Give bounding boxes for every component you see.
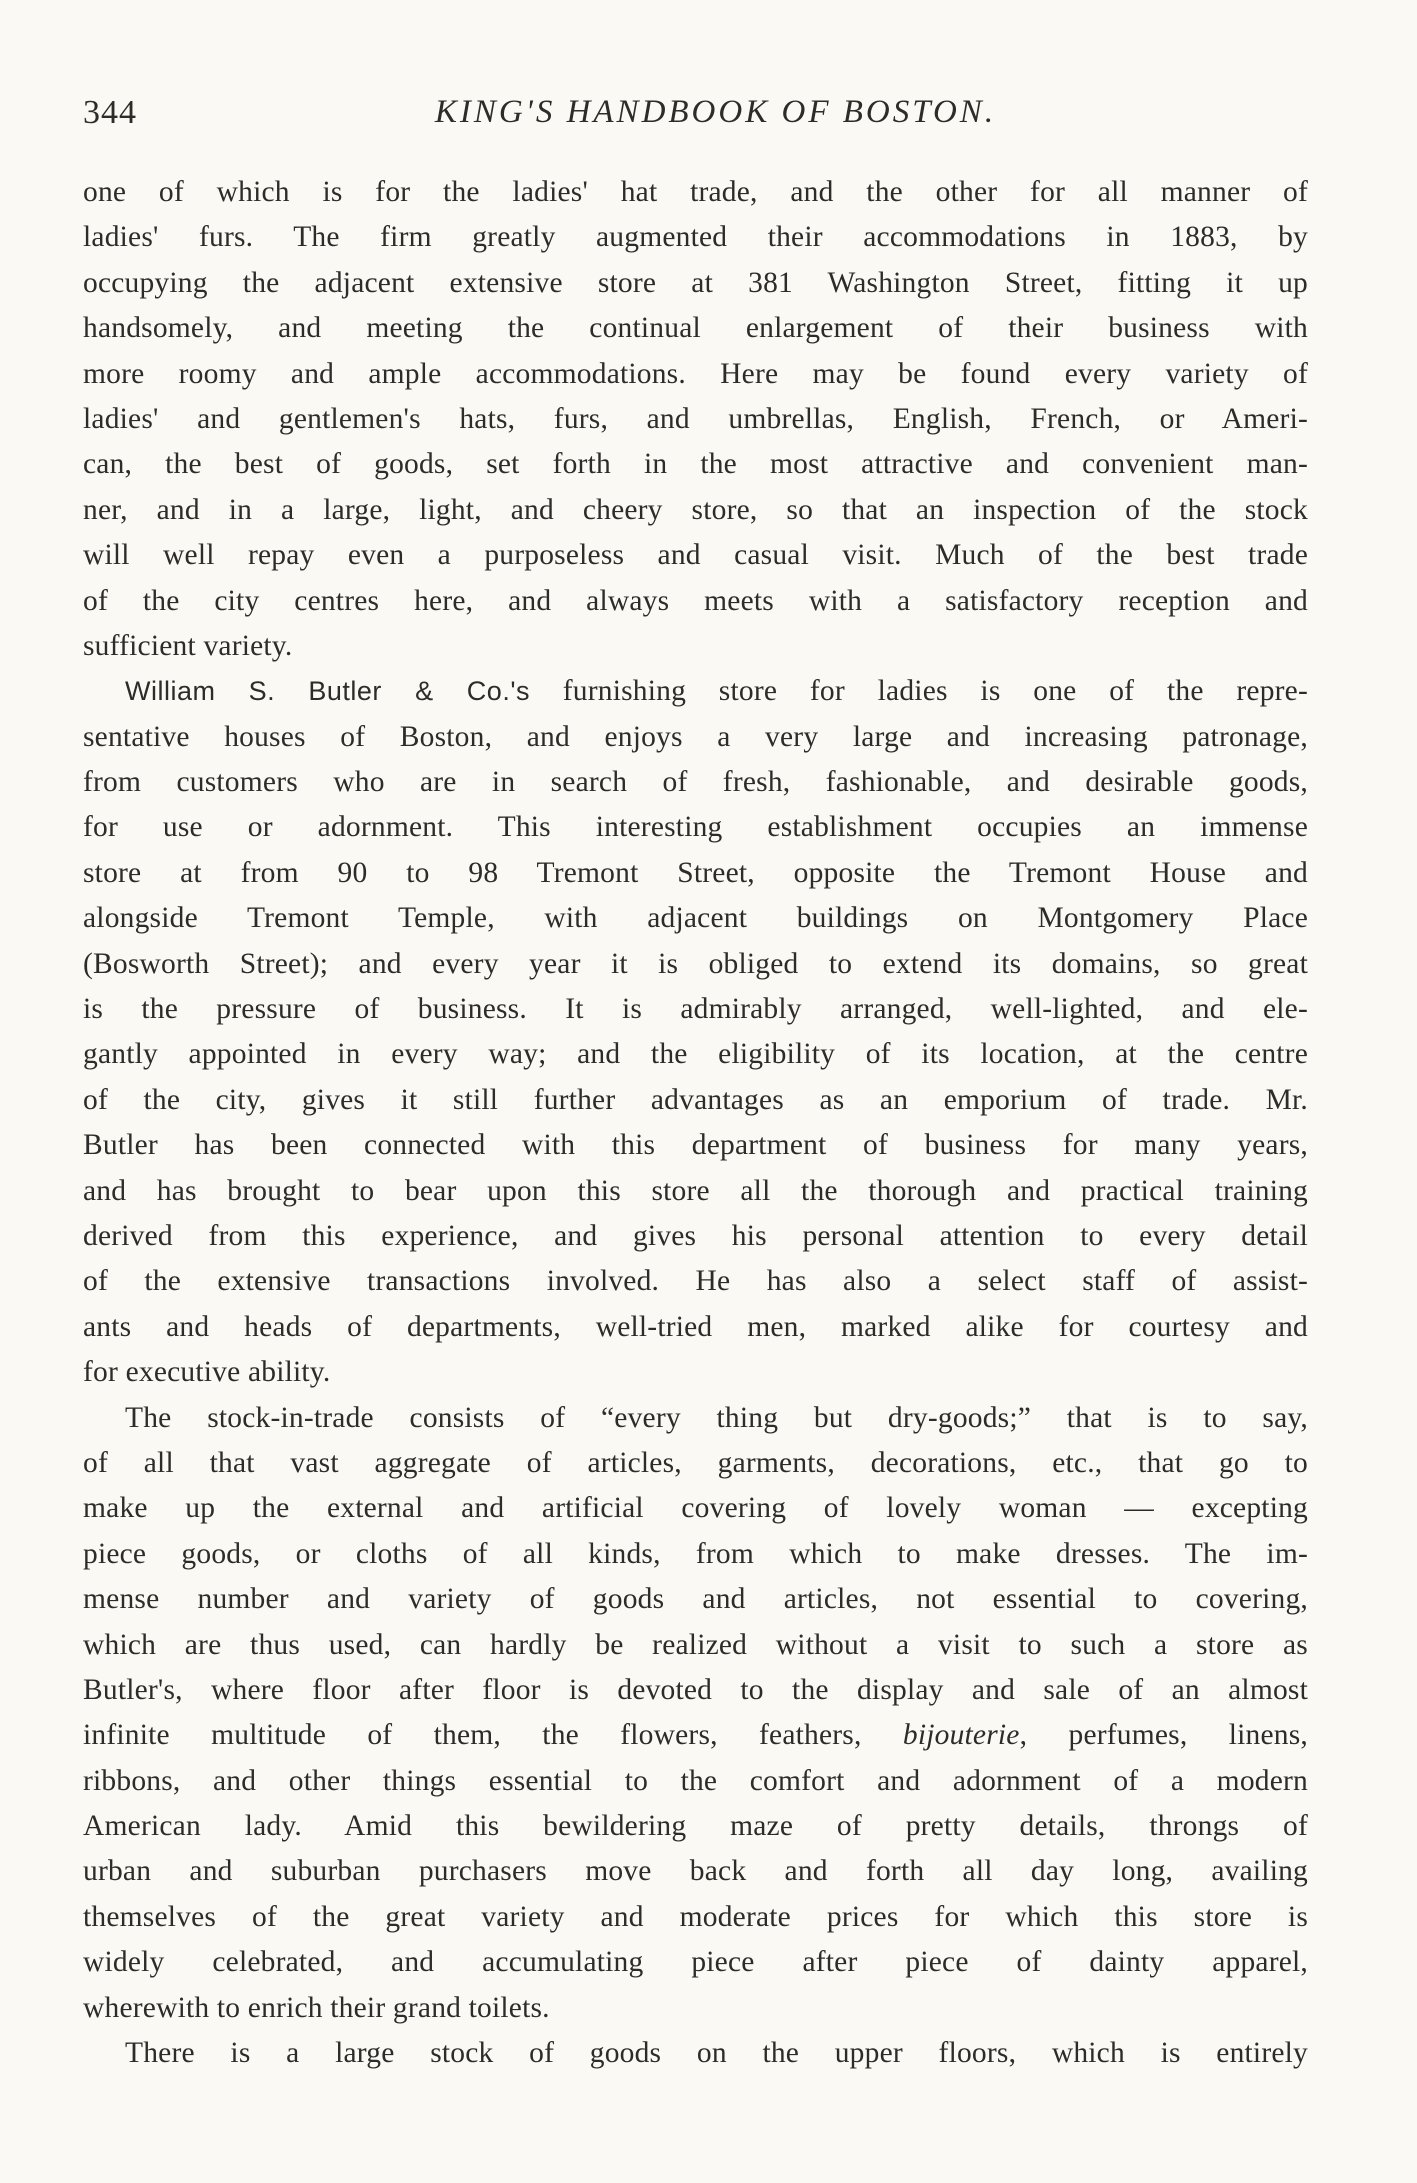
- line-text: ants and heads of departments, well-tried men, marked alike for courtesy and: [83, 1310, 1308, 1343]
- line-text: gantly appointed in every way; and the eligibility of its location, at the centre: [83, 1038, 1308, 1071]
- line-text: one of which is for the ladies' hat trade, and the other for all manner of: [83, 176, 1308, 208]
- running-title: KING'S HANDBOOK OF BOSTON.: [434, 94, 997, 130]
- line-text: (Bosworth Street); and every year it is obliged to extend its domains, so great: [83, 947, 1308, 980]
- line-text: from customers who are in search of fresh, fashionable, and desirable goods,: [83, 766, 1308, 799]
- text-line: [83, 760, 1308, 805]
- line-text: will well repay even a purposeless and casual visit. Much of the best trade: [83, 539, 1308, 572]
- line-text: sufficient variety.: [83, 629, 293, 662]
- line-text: wherewith to enrich their grand toilets.: [83, 1991, 550, 2024]
- text-line: [83, 352, 1308, 397]
- firm-name: William S. Butler & Co.'s: [125, 676, 530, 707]
- italic-term: bijouterie: [902, 1719, 1020, 1752]
- text-line: [83, 1169, 1308, 1214]
- text-line: [83, 1123, 1308, 1168]
- page-number: 344: [83, 94, 137, 131]
- line-text: infinite multitude of them, the flowers, feathers,: [83, 1719, 903, 1752]
- text-line: [83, 1940, 1308, 1985]
- line-text: Butler has been connected with this department of business for many years,: [83, 1129, 1308, 1162]
- line-text: derived from this experience, and gives his personal attention to every detail: [83, 1219, 1308, 1252]
- text-line: [83, 942, 1308, 987]
- line-text: handsomely, and meeting the continual enlargement of their business with: [83, 312, 1308, 345]
- text-line: [83, 1532, 1308, 1577]
- text-line: [83, 987, 1308, 1032]
- text-line: [83, 1849, 1308, 1894]
- line-text: make up the external and artificial covering of lovely woman — excepting: [83, 1492, 1308, 1525]
- text-line: [83, 1032, 1308, 1077]
- text-line: [83, 2031, 1308, 2076]
- text-line: [83, 896, 1308, 941]
- line-text: ner, and in a large, light, and cheery store, so that an inspection of the stock: [83, 493, 1308, 526]
- text-line: [83, 624, 1308, 669]
- line-text: mense number and variety of goods and articles, not essential to covering,: [83, 1583, 1308, 1616]
- line-text: of the extensive transactions involved. He has also a select staff of assist-: [83, 1265, 1308, 1298]
- line-text: which are thus used, can hardly be realized without a visit to such a store as: [83, 1628, 1308, 1661]
- line-text: ladies' and gentlemen's hats, furs, and umbrellas, English, French, or Ameri-: [83, 402, 1308, 435]
- text-line: [83, 533, 1308, 578]
- line-text: can, the best of goods, set forth in the most attractive and convenient man-: [83, 448, 1308, 481]
- line-text: Butler's, where floor after floor is devoted to the display and sale of an almost: [83, 1673, 1308, 1706]
- line-text: themselves of the great variety and moderate prices for which this store is: [83, 1900, 1308, 1933]
- text-line: [83, 1441, 1308, 1486]
- text-line: [83, 488, 1308, 533]
- line-text: of all that vast aggregate of articles, garments, decorations, etc., that go to: [83, 1446, 1308, 1479]
- text-line: [83, 805, 1308, 850]
- line-text: is the pressure of business. It is admirably arranged, well-lighted, and ele-: [83, 993, 1308, 1026]
- text-line: [83, 1214, 1308, 1259]
- text-line: [83, 669, 1308, 714]
- text-line: [83, 579, 1308, 624]
- line-text: for use or adornment. This interesting establishment occupies an immense: [83, 811, 1308, 844]
- line-text: urban and suburban purchasers move back and forth all day long, availing: [83, 1855, 1308, 1888]
- text-line: [83, 715, 1308, 760]
- line-text: of the city, gives it still further advantages as an emporium of trade. Mr.: [83, 1083, 1308, 1116]
- text-line: [83, 1986, 1308, 2031]
- line-text: sentative houses of Boston, and enjoys a very large and increasing patronage,: [83, 720, 1308, 753]
- text-line: [83, 1759, 1308, 1804]
- text-line: [83, 1305, 1308, 1350]
- line-text: There is a large stock of goods on the upper floors, which is entirely: [125, 2037, 1308, 2070]
- line-text: alongside Tremont Temple, with adjacent buildings on Montgomery Place: [83, 902, 1308, 935]
- line-text: widely celebrated, and accumulating piece after piece of dainty apparel,: [83, 1946, 1308, 1979]
- text-line: [83, 306, 1308, 351]
- text-line: [83, 1895, 1308, 1940]
- line-text: more roomy and ample accommodations. Here may be found every variety of: [83, 357, 1308, 390]
- body-text: [83, 170, 1308, 2076]
- text-line: [83, 1078, 1308, 1123]
- text-line: [83, 1577, 1308, 1622]
- text-line: [83, 1486, 1308, 1531]
- text-line: [83, 1396, 1308, 1441]
- text-line: [83, 442, 1308, 487]
- text-line: [83, 851, 1308, 896]
- text-line: [83, 1804, 1308, 1849]
- line-text: American lady. Amid this bewildering maze of pretty details, throngs of: [83, 1810, 1308, 1843]
- line-text: piece goods, or cloths of all kinds, from which to make dresses. The im-: [83, 1537, 1308, 1570]
- text-line: [83, 1668, 1308, 1713]
- text-line: [83, 1623, 1308, 1668]
- text-line: [83, 397, 1308, 442]
- line-text: store at from 90 to 98 Tremont Street, opposite the Tremont House and: [83, 856, 1308, 889]
- text-line: [83, 1259, 1308, 1304]
- line-text-tail: , perfumes, linens,: [1019, 1719, 1308, 1752]
- line-text: furnishing store for ladies is one of the repre-: [529, 675, 1308, 708]
- line-text: ladies' furs. The firm greatly augmented their accommodations in 1883, by: [83, 221, 1308, 254]
- line-text: and has brought to bear upon this store all the thorough and practical training: [83, 1174, 1308, 1207]
- line-text: occupying the adjacent extensive store at 381 Washington Street, fitting it up: [83, 266, 1308, 299]
- text-line: [83, 1350, 1308, 1395]
- line-text: of the city centres here, and always meets with a satisfactory reception and: [83, 584, 1308, 617]
- text-line: [83, 1713, 1308, 1758]
- text-line: [83, 261, 1308, 306]
- page-header: [83, 94, 1308, 146]
- text-line: [83, 215, 1308, 260]
- text-line: [83, 170, 1308, 215]
- line-text: ribbons, and other things essential to the comfort and adornment of a modern: [83, 1764, 1308, 1797]
- line-text: for executive ability.: [83, 1356, 331, 1389]
- line-text: The stock-in-trade consists of “every thing but dry-goods;” that is to say,: [125, 1401, 1308, 1434]
